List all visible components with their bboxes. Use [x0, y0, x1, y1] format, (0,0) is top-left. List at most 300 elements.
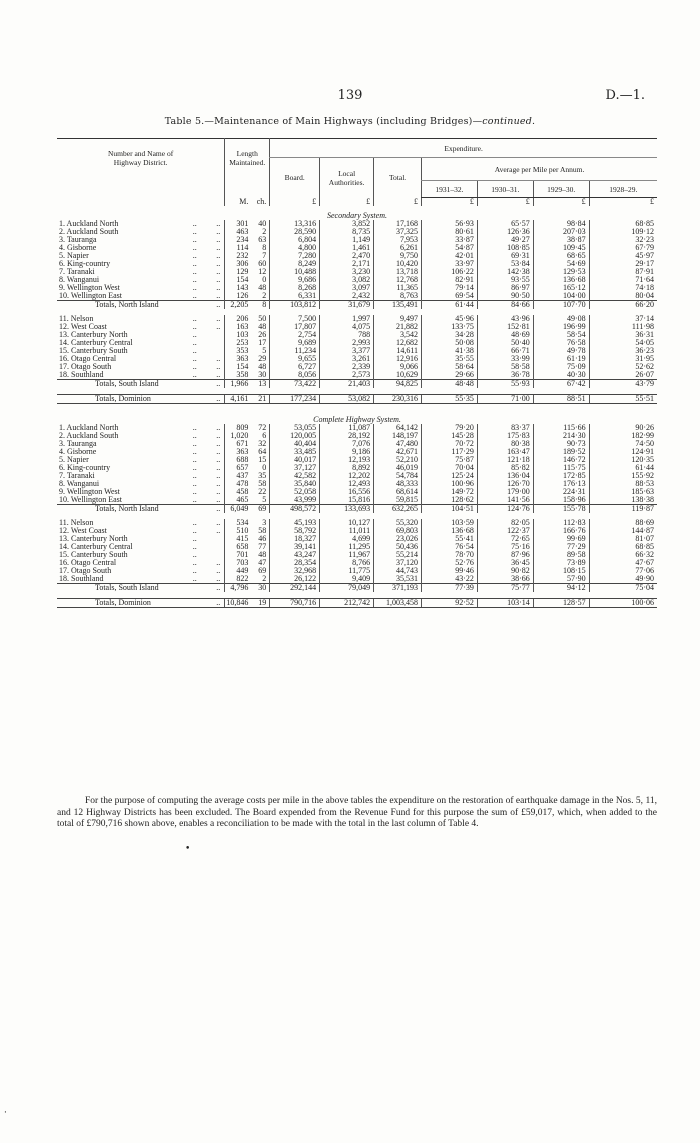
- table-cell: 48: [258, 550, 267, 559]
- table-cell: 5: [262, 346, 267, 355]
- table-cell: 17: [258, 338, 267, 347]
- table-cell: 155·78: [533, 505, 589, 514]
- table-cell: 11,234: [270, 347, 320, 355]
- table-cell: 63: [258, 235, 267, 244]
- table-cell: 155·92: [589, 472, 657, 480]
- leader-dots: ..: [201, 599, 225, 608]
- table-cell: 79·14: [422, 284, 478, 292]
- table-cell: 3,261: [320, 355, 374, 363]
- totals-row: [57, 301, 657, 310]
- table-cell: 26·07: [589, 371, 657, 380]
- table-cell: 10,488: [270, 268, 320, 276]
- table-cell: 58·64: [422, 363, 478, 371]
- leader-dots: ..: [216, 362, 221, 371]
- leader-dots: ..: [192, 423, 197, 432]
- district-name: 12. West Coast: [59, 322, 107, 331]
- unit-label: £: [477, 198, 533, 207]
- district-name: 17. Otago South: [59, 566, 112, 575]
- average-header: Average per Mile per Annum.: [422, 158, 657, 181]
- table-cell: 135,491: [374, 301, 422, 310]
- table-cell: 463: [225, 228, 252, 236]
- table-cell: 75·87: [422, 456, 478, 464]
- table-cell: 61·44: [589, 464, 657, 472]
- table-cell: 69: [258, 566, 267, 575]
- district-name: 3. Tauranga: [59, 439, 97, 448]
- leader-dots: ..: [216, 275, 221, 284]
- table-cell: 166·76: [533, 527, 589, 535]
- leader-dots: ..: [192, 291, 197, 300]
- table-cell: 48·48: [422, 380, 478, 389]
- table-cell: 26,122: [270, 575, 320, 584]
- totals-row: [57, 505, 657, 514]
- table-cell: 5: [262, 495, 267, 504]
- leader-dots: ..: [192, 463, 197, 472]
- table-cell: 60: [258, 259, 267, 268]
- unit-label: £: [533, 198, 589, 207]
- table-cell: 73·89: [533, 559, 589, 567]
- table-cell: 126: [225, 292, 252, 301]
- table-cell: 88·53: [589, 480, 657, 488]
- table-cell: 658: [225, 543, 252, 551]
- district-name: 14. Canterbury Central: [59, 338, 133, 347]
- leader-dots: ..: [192, 338, 197, 347]
- leader-dots: ..: [192, 447, 197, 456]
- table-cell: 49·27: [477, 236, 533, 244]
- table-cell: 93·55: [477, 276, 533, 284]
- table-cell: 32·23: [589, 236, 657, 244]
- district-name: 11. Nelson: [59, 518, 94, 527]
- table-cell: 54,784: [374, 472, 422, 480]
- table-cell: 4,800: [270, 244, 320, 252]
- district-header: Number and Name of Highway District.: [108, 149, 174, 167]
- table-cell: 363: [225, 355, 252, 363]
- table-cell: 148,197: [374, 432, 422, 440]
- leader-dots: ..: [192, 354, 197, 363]
- leader-dots: [201, 535, 225, 543]
- leader-dots: ..: [192, 283, 197, 292]
- table-cell: 534: [225, 519, 252, 527]
- table-cell: 115·75: [533, 464, 589, 472]
- table-cell: 75·04: [589, 584, 657, 593]
- leader-dots: ..: [192, 471, 197, 480]
- table-cell: 55·93: [477, 380, 533, 389]
- table-cell: 52·76: [422, 559, 478, 567]
- table-cell: 39,141: [270, 543, 320, 551]
- table-cell: 37,325: [374, 228, 422, 236]
- table-cell: 12,916: [374, 355, 422, 363]
- table-cell: 40,017: [270, 456, 320, 464]
- table-cell: 4,699: [320, 535, 374, 543]
- table-cell: 88·51: [533, 395, 589, 404]
- district-name: 6. King-country: [59, 463, 111, 472]
- table-cell: 8,268: [270, 284, 320, 292]
- leader-dots: ..: [201, 395, 225, 404]
- table-cell: 8,249: [270, 260, 320, 268]
- table-cell: 788: [320, 331, 374, 339]
- leader-dots: ..: [192, 330, 197, 339]
- district-name: 10. Wellington East: [59, 291, 122, 300]
- leader-dots: ..: [216, 354, 221, 363]
- section-heading-row: [57, 206, 657, 220]
- leader-dots: ..: [216, 267, 221, 276]
- table-cell: 72·65: [477, 535, 533, 543]
- table-cell: 99·46: [422, 567, 478, 575]
- table-cell: 9,689: [270, 339, 320, 347]
- district-name: 8. Wanganui: [59, 479, 100, 488]
- table-cell: 55·41: [422, 535, 478, 543]
- length-header: Length Maintained.: [225, 139, 270, 198]
- table-cell: 6,261: [374, 244, 422, 252]
- table-cell: 42,671: [374, 448, 422, 456]
- table-cell: 121·18: [477, 456, 533, 464]
- table-cell: 79,049: [320, 584, 374, 593]
- table-cell: 7: [262, 251, 267, 260]
- table-cell: 124·76: [477, 505, 533, 514]
- table-cell: 86·97: [477, 284, 533, 292]
- table-cell: 632,265: [374, 505, 422, 514]
- district-name: 4. Gisborne: [59, 447, 97, 456]
- table-cell: 2,205: [225, 301, 252, 310]
- table-cell: 100·06: [589, 599, 657, 608]
- table-cell: 31,679: [320, 301, 374, 310]
- table-cell: 90·50: [477, 292, 533, 301]
- district-name: 16. Otago Central: [59, 354, 117, 363]
- table-cell: 6,727: [270, 363, 320, 371]
- table-cell: 11,087: [320, 424, 374, 432]
- table-cell: 145·28: [422, 432, 478, 440]
- table-cell: 30: [258, 370, 267, 379]
- table-cell: 13,316: [270, 220, 320, 228]
- table-cell: 18,327: [270, 535, 320, 543]
- grand-totals-row: [57, 599, 657, 608]
- table-cell: 1,020: [225, 432, 252, 440]
- leader-dots: ..: [216, 463, 221, 472]
- leader-dots: [201, 331, 225, 339]
- table-cell: 701: [225, 551, 252, 559]
- margin-mark: ·: [4, 1108, 7, 1118]
- table-cell: 9,497: [374, 315, 422, 323]
- table-cell: 35,840: [270, 480, 320, 488]
- table-cell: 33·87: [422, 236, 478, 244]
- table-cell: 9,409: [320, 575, 374, 584]
- table-cell: 19: [251, 599, 269, 608]
- table-cell: 82·05: [477, 519, 533, 527]
- table-cell: 3,082: [320, 276, 374, 284]
- table-cell: 1,461: [320, 244, 374, 252]
- leader-dots: ..: [216, 243, 221, 252]
- table-body: [57, 198, 657, 615]
- table-cell: 3,097: [320, 284, 374, 292]
- table-cell: 358: [225, 371, 252, 380]
- leader-dots: ..: [216, 526, 221, 535]
- table-cell: 46: [258, 534, 267, 543]
- table-cell: 11,295: [320, 543, 374, 551]
- leader-dots: ..: [192, 275, 197, 284]
- district-name: 1. Auckland North: [59, 423, 119, 432]
- table-cell: 33·99: [477, 355, 533, 363]
- leader-dots: ..: [201, 584, 225, 593]
- table-cell: 2,754: [270, 331, 320, 339]
- table-cell: 12: [258, 267, 267, 276]
- table-cell: 41·38: [422, 347, 478, 355]
- table-cell: 125·24: [422, 472, 478, 480]
- leader-dots: ..: [216, 431, 221, 440]
- table-cell: 94·12: [533, 584, 589, 593]
- table-cell: 306: [225, 260, 252, 268]
- table-cell: 136·68: [533, 276, 589, 284]
- leader-dots: ..: [192, 455, 197, 464]
- table-cell: 128·57: [533, 599, 589, 608]
- table-cell: 80·04: [589, 292, 657, 301]
- table-cell: 671: [225, 440, 252, 448]
- table-cell: 43,999: [270, 496, 320, 505]
- district-name: 17. Otago South: [59, 362, 112, 371]
- district-name: 3. Tauranga: [59, 235, 97, 244]
- footnote: For the purpose of computing the average costs per mile in the above tables the expenditure on the restoration of earthquake damage in the Nos. 5, 11, and 12 Highway Districts has been excluded. The Board expended from the Revenue Fund for this purpose the sum of £59,017, which, when added to the total of £790,716 shown above, enables a reconciliation to be made with the total in the last column of Table 4.: [57, 796, 657, 829]
- totals-label: Totals, South Island: [57, 380, 201, 389]
- table-cell: 67·79: [589, 244, 657, 252]
- table-cell: 44,743: [374, 567, 422, 575]
- district-name: 9. Wellington West: [59, 283, 120, 292]
- table-cell: 100·96: [422, 480, 478, 488]
- table-cell: 809: [225, 424, 252, 432]
- table-cell: 81·07: [589, 535, 657, 543]
- table-cell: 177,234: [270, 395, 320, 404]
- table-cell: 77·39: [422, 584, 478, 593]
- table-cell: 75·16: [477, 543, 533, 551]
- totals-label: Totals, North Island: [57, 301, 201, 310]
- table-cell: 8,892: [320, 464, 374, 472]
- table-cell: 189·52: [533, 448, 589, 456]
- table-cell: 90·26: [589, 424, 657, 432]
- table-cell: 103,812: [270, 301, 320, 310]
- leader-dots: ..: [192, 267, 197, 276]
- table-cell: 48: [258, 362, 267, 371]
- district-name: 13. Canterbury North: [59, 534, 128, 543]
- leader-dots: ..: [192, 558, 197, 567]
- table-cell: 78·70: [422, 551, 478, 559]
- unit-label: ch.: [256, 196, 267, 206]
- table-cell: 52·62: [589, 363, 657, 371]
- table-cell: 67·42: [533, 380, 589, 389]
- leader-dots: ..: [216, 259, 221, 268]
- table-cell: 33,485: [270, 448, 320, 456]
- table-title: [0, 116, 700, 127]
- table-cell: 363: [225, 448, 252, 456]
- table-cell: 179·00: [477, 488, 533, 496]
- table-cell: 80·38: [477, 440, 533, 448]
- table-cell: 133·75: [422, 323, 478, 331]
- table-cell: 6,049: [225, 505, 252, 514]
- district-name: 5. Napier: [59, 455, 89, 464]
- table-cell: 77·29: [533, 543, 589, 551]
- table-cell: 3,377: [320, 347, 374, 355]
- table-cell: 43·79: [589, 380, 657, 389]
- table-cell: 136·04: [477, 472, 533, 480]
- totals-row: [57, 584, 657, 593]
- table-cell: 72: [258, 423, 267, 432]
- table-cell: 45·97: [589, 252, 657, 260]
- table-cell: 47·67: [589, 559, 657, 567]
- leader-dots: ..: [192, 227, 197, 236]
- leader-dots: ..: [216, 558, 221, 567]
- table-cell: 75·09: [533, 363, 589, 371]
- table-cell: 111·98: [589, 323, 657, 331]
- table-cell: 37,127: [270, 464, 320, 472]
- table-cell: 12,202: [320, 472, 374, 480]
- table-cell: 15: [258, 455, 267, 464]
- table-cell: 83·37: [477, 424, 533, 432]
- table-cell: 48,333: [374, 480, 422, 488]
- table-cell: 23,026: [374, 535, 422, 543]
- table-cell: 40·30: [533, 371, 589, 380]
- table-cell: 55,214: [374, 551, 422, 559]
- table-cell: 3,542: [374, 331, 422, 339]
- district-name: 5. Napier: [59, 251, 89, 260]
- table-cell: 163·47: [477, 448, 533, 456]
- leader-dots: ..: [216, 439, 221, 448]
- leader-dots: ..: [192, 439, 197, 448]
- table-cell: 12,768: [374, 276, 422, 284]
- table-cell: 76·58: [533, 339, 589, 347]
- table-cell: 114: [225, 244, 252, 252]
- table-cell: 52,210: [374, 456, 422, 464]
- table-cell: 11,011: [320, 527, 374, 535]
- leader-dots: ..: [192, 219, 197, 228]
- leader-dots: ..: [216, 227, 221, 236]
- table-cell: 47: [258, 558, 267, 567]
- table-cell: 50·08: [422, 339, 478, 347]
- unit-label: £: [374, 198, 422, 207]
- table-cell: 232: [225, 252, 252, 260]
- leader-dots: ..: [192, 362, 197, 371]
- leader-dots: ..: [216, 518, 221, 527]
- unit-label: £: [422, 198, 478, 207]
- table-cell: 47,480: [374, 440, 422, 448]
- table-cell: 2: [262, 574, 267, 583]
- table-cell: 415: [225, 535, 252, 543]
- table-cell: 54·05: [589, 339, 657, 347]
- table-cell: 66·32: [589, 551, 657, 559]
- table-cell: 50,436: [374, 543, 422, 551]
- table-cell: 2,171: [320, 260, 374, 268]
- table-title-continued: continued.: [482, 116, 536, 127]
- table-cell: 53,082: [320, 395, 374, 404]
- table-cell: 17,168: [374, 220, 422, 228]
- unit-label: £: [270, 198, 320, 207]
- district-name: 15. Canterbury South: [59, 550, 128, 559]
- table-cell: 9,186: [320, 448, 374, 456]
- expenditure-header: Expenditure.: [270, 139, 657, 158]
- table-cell: 104·51: [422, 505, 478, 514]
- table-cell: 69: [251, 505, 269, 514]
- table-cell: 124·91: [589, 448, 657, 456]
- table-cell: 40,404: [270, 440, 320, 448]
- table-cell: 292,144: [270, 584, 320, 593]
- table-cell: 84·66: [477, 301, 533, 310]
- table-cell: 13,718: [374, 268, 422, 276]
- leader-dots: ..: [192, 526, 197, 535]
- table-cell: 126·36: [477, 228, 533, 236]
- table-cell: 36·45: [477, 559, 533, 567]
- table-cell: 6: [262, 431, 267, 440]
- table-cell: 68·65: [533, 252, 589, 260]
- table-cell: 353: [225, 347, 252, 355]
- leader-dots: ..: [192, 243, 197, 252]
- table-cell: 165·12: [533, 284, 589, 292]
- table-cell: 49·78: [533, 347, 589, 355]
- totals-label: Totals, Dominion: [57, 395, 201, 404]
- table-cell: 2,339: [320, 363, 374, 371]
- table-cell: 2,993: [320, 339, 374, 347]
- table-cell: 12,193: [320, 456, 374, 464]
- table-cell: 28,192: [320, 432, 374, 440]
- table-cell: 108·85: [477, 244, 533, 252]
- leader-dots: ..: [216, 423, 221, 432]
- leader-dots: ..: [192, 487, 197, 496]
- table-cell: 129: [225, 268, 252, 276]
- table-cell: 37,120: [374, 559, 422, 567]
- district-name: 12. West Coast: [59, 526, 107, 535]
- table-cell: 34·28: [422, 331, 478, 339]
- table-cell: 8: [262, 243, 267, 252]
- table-cell: 8,763: [374, 292, 422, 301]
- table-cell: 117·29: [422, 448, 478, 456]
- table-cell: 230,316: [374, 395, 422, 404]
- district-name: 7. Taranaki: [59, 471, 95, 480]
- leader-dots: ..: [216, 251, 221, 260]
- leader-dots: ..: [216, 471, 221, 480]
- table-cell: 146·72: [533, 456, 589, 464]
- table-cell: 1,149: [320, 236, 374, 244]
- table-cell: 48: [258, 283, 267, 292]
- leader-dots: ..: [216, 479, 221, 488]
- table-cell: 30: [251, 584, 269, 593]
- table-cell: 8,056: [270, 371, 320, 380]
- leader-dots: ..: [192, 574, 197, 583]
- leader-dots: ..: [192, 251, 197, 260]
- table-cell: 149·72: [422, 488, 478, 496]
- table-cell: 154: [225, 276, 252, 284]
- table-cell: 141·56: [477, 496, 533, 505]
- table-cell: 703: [225, 559, 252, 567]
- district-name: 13. Canterbury North: [59, 330, 128, 339]
- table-cell: 31·95: [589, 355, 657, 363]
- district-name: 2. Auckland South: [59, 431, 119, 440]
- table-cell: 59,815: [374, 496, 422, 505]
- table-cell: 11,967: [320, 551, 374, 559]
- table-cell: 43,247: [270, 551, 320, 559]
- table-cell: 64,142: [374, 424, 422, 432]
- table-cell: 29·66: [422, 371, 478, 380]
- table-cell: 14,611: [374, 347, 422, 355]
- table-cell: 87·96: [477, 551, 533, 559]
- highway-maintenance-table: [57, 138, 657, 614]
- table-cell: 10,127: [320, 519, 374, 527]
- table-cell: 214·30: [533, 432, 589, 440]
- district-name: 18. Southland: [59, 574, 104, 583]
- table-cell: 66·71: [477, 347, 533, 355]
- table-cell: 458: [225, 488, 252, 496]
- table-cell: 172·85: [533, 472, 589, 480]
- table-cell: 8,735: [320, 228, 374, 236]
- table-cell: 1,997: [320, 315, 374, 323]
- table-cell: 790,716: [270, 599, 320, 608]
- table-cell: 77: [258, 542, 267, 551]
- table-cell: 50·40: [477, 339, 533, 347]
- table-cell: 301: [225, 220, 252, 228]
- table-cell: 90·82: [477, 567, 533, 575]
